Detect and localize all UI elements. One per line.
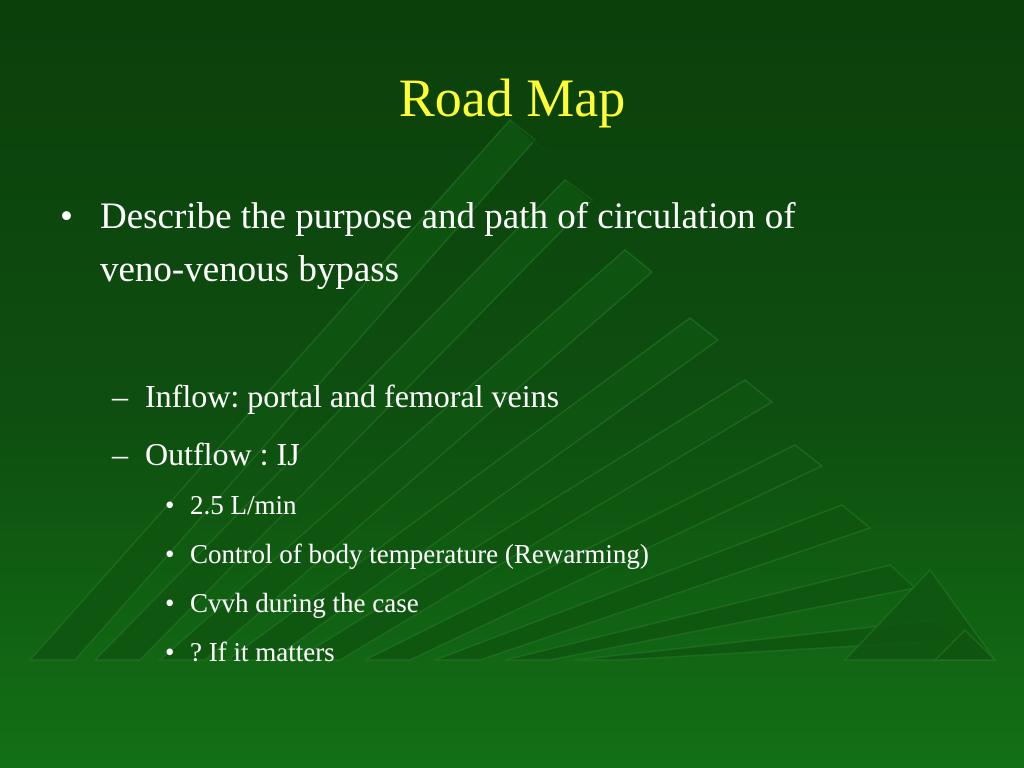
bullet-main-text-line1: Describe the purpose and path of circulation of xyxy=(100,196,796,237)
sub-bullet-outflow: Outflow : IJ xyxy=(145,436,300,472)
subsub-bullet-if-it-matters: ? If it matters xyxy=(190,637,335,667)
subsub-bullet-marker: • xyxy=(165,539,175,569)
subsub-bullet-cvvh: Cvvh during the case xyxy=(190,588,419,618)
subsub-bullet-marker: • xyxy=(165,588,175,618)
subsub-bullet-marker: • xyxy=(165,637,175,667)
subsub-bullet-flow-rate: 2.5 L/min xyxy=(190,490,297,520)
bullet-main-text-line2: veno-venous bypass xyxy=(100,249,400,290)
sub-bullet-marker: – xyxy=(112,436,128,472)
subsub-bullet-temperature: Control of body temperature (Rewarming) xyxy=(190,539,649,569)
sub-bullet-marker: – xyxy=(112,378,128,414)
bullet-marker: • xyxy=(60,196,73,237)
subsub-bullet-marker: • xyxy=(165,490,175,520)
sub-bullet-inflow: Inflow: portal and femoral veins xyxy=(145,378,560,414)
slide-title: Road Map xyxy=(398,68,626,128)
